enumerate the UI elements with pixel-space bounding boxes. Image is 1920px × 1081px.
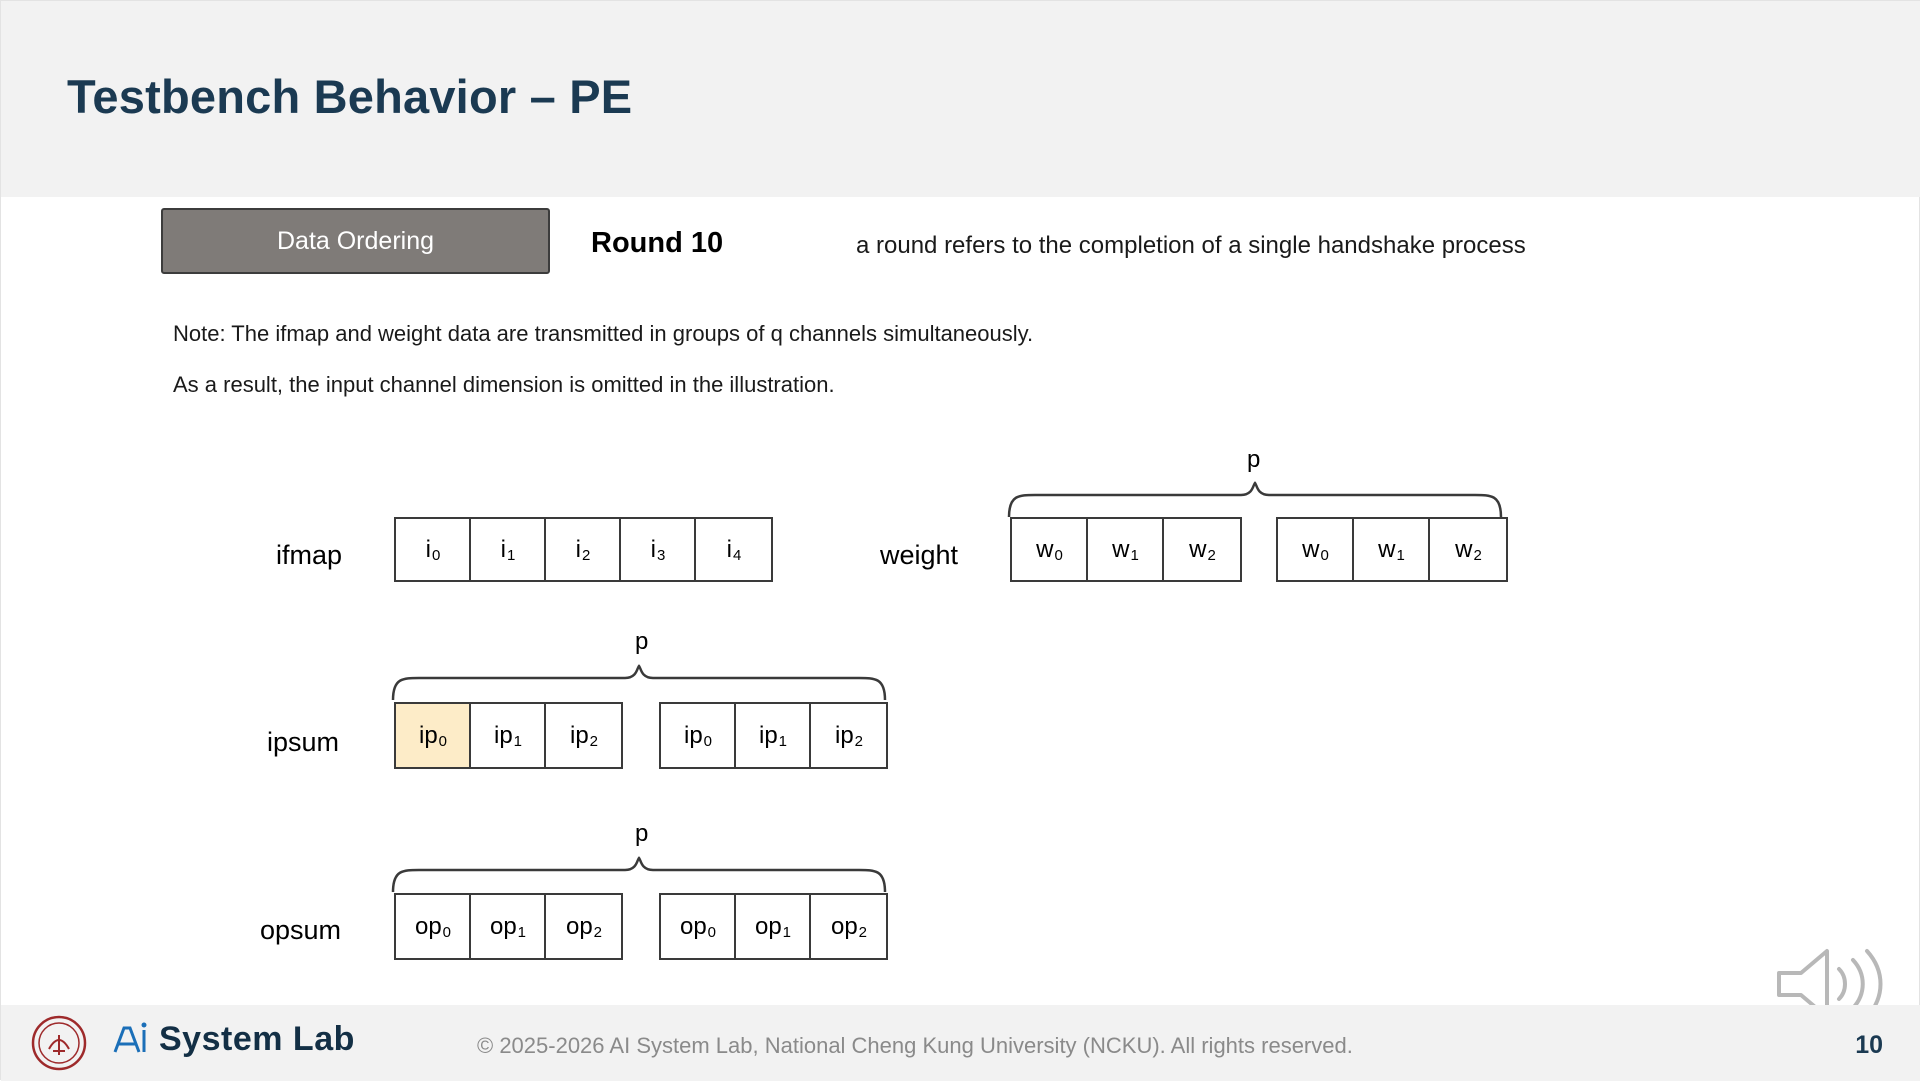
- cell-sub: 2: [854, 733, 864, 750]
- logo-system-text: [159, 1020, 355, 1059]
- ipsum-cell-row-group2: [659, 702, 888, 769]
- opsum-cell: [546, 895, 621, 958]
- ifmap-cell: [396, 519, 471, 580]
- opsum-cell: [471, 895, 546, 958]
- opsum-label: opsum: [260, 915, 342, 945]
- cell-base: ip: [683, 721, 703, 749]
- cell-base: w: [1455, 535, 1473, 563]
- ipsum-cell: [736, 704, 811, 767]
- data-ordering-tag[interactable]: [161, 208, 550, 274]
- weight-label: weight: [880, 540, 959, 570]
- cell-sub: 3: [657, 547, 666, 564]
- cell-base: w: [1189, 535, 1207, 563]
- cell-sub: 1: [778, 733, 788, 750]
- weight-cell: [1012, 519, 1088, 580]
- ipsum-cell: [546, 704, 621, 767]
- footer-copyright: © 2025-2026 AI System Lab, National Cheng Kung University (NCKU). All rights reserved.: [477, 1033, 1353, 1058]
- ncku-seal-icon: [31, 1015, 87, 1071]
- ipsum-cell: [661, 704, 736, 767]
- cell-base: ip: [834, 721, 854, 749]
- cell-sub: 1: [513, 733, 523, 750]
- cell-base: i: [726, 535, 732, 563]
- cell-base: op: [830, 912, 858, 940]
- cell-base: w: [1302, 535, 1320, 563]
- note-line-2: As a result, the input channel dimension is omitted in the illustration.: [173, 372, 835, 397]
- opsum-cell-row-group1: [394, 893, 623, 960]
- cell-sub: 2: [1207, 547, 1216, 564]
- cell-sub: 0: [703, 733, 713, 750]
- weight-cell: [1088, 519, 1164, 580]
- cell-sub: 2: [582, 547, 591, 564]
- cell-sub: 1: [517, 924, 527, 941]
- cell-base: ip: [418, 721, 438, 749]
- weight-cell: [1430, 519, 1506, 580]
- cell-sub: 1: [1396, 547, 1405, 564]
- cell-base: w: [1112, 535, 1130, 563]
- cell-sub: 1: [507, 547, 516, 564]
- cell-base: i: [500, 535, 506, 563]
- ipsum-cell: [811, 704, 886, 767]
- cell-sub: 4: [733, 547, 742, 564]
- data-ordering-tag-label: Data Ordering: [276, 226, 435, 255]
- cell-base: op: [489, 912, 517, 940]
- ifmap-cell: [621, 519, 696, 580]
- cell-base: op: [414, 912, 442, 940]
- cell-base: i: [650, 535, 656, 563]
- cell-base: op: [754, 912, 782, 940]
- cell-base: w: [1378, 535, 1396, 563]
- opsum-brace-label: p: [635, 820, 649, 847]
- weight-cell: [1278, 519, 1354, 580]
- ipsum-cell: [471, 704, 546, 767]
- ifmap-cell: [546, 519, 621, 580]
- cell-base: op: [565, 912, 593, 940]
- cell-base: i: [425, 535, 431, 563]
- cell-sub: 0: [442, 924, 452, 941]
- cell-sub: 2: [593, 924, 603, 941]
- ipsum-cell-row-group1: [394, 702, 623, 769]
- weight-cell: [1354, 519, 1430, 580]
- cell-sub: 1: [782, 924, 792, 941]
- ifmap-cell: [471, 519, 546, 580]
- cell-sub: 2: [1473, 547, 1482, 564]
- cell-sub: 2: [858, 924, 868, 941]
- cell-sub: 0: [1054, 547, 1063, 564]
- opsum-brace-icon: [389, 856, 889, 896]
- cell-base: ip: [569, 721, 589, 749]
- opsum-cell: [811, 895, 886, 958]
- ai-system-lab-logo: [109, 1020, 355, 1059]
- weight-brace-label: p: [1247, 446, 1261, 473]
- weight-cell-row-group1: [1010, 517, 1242, 582]
- cell-base: ip: [758, 721, 778, 749]
- round-label: Round 10: [591, 227, 724, 259]
- cell-base: w: [1036, 535, 1054, 563]
- ipsum-brace-icon: [389, 664, 889, 704]
- ifmap-label: ifmap: [276, 540, 343, 570]
- opsum-cell: [396, 895, 471, 958]
- logo-system-word: System: [159, 1020, 283, 1058]
- cell-base: ip: [493, 721, 513, 749]
- cell-sub: 2: [589, 733, 599, 750]
- opsum-cell-row-group2: [659, 893, 888, 960]
- cell-sub: 0: [438, 733, 448, 750]
- page-number: 10: [1855, 1031, 1883, 1059]
- cell-sub: 0: [1320, 547, 1329, 564]
- ifmap-cell-row: [394, 517, 773, 582]
- cell-base: i: [575, 535, 581, 563]
- weight-brace-icon: [1005, 481, 1505, 521]
- cell-sub: 1: [1130, 547, 1139, 564]
- ifmap-cell: [696, 519, 771, 580]
- ipsum-cell-highlighted: [396, 704, 471, 767]
- ipsum-brace-label: p: [635, 628, 649, 655]
- weight-cell: [1164, 519, 1240, 580]
- cell-sub: 0: [707, 924, 717, 941]
- cell-sub: 0: [432, 547, 441, 564]
- logo-lab-word: Lab: [292, 1020, 355, 1058]
- round-note: a round refers to the completion of a single handshake process: [856, 232, 1526, 259]
- opsum-cell: [661, 895, 736, 958]
- weight-cell-row-group2: [1276, 517, 1508, 582]
- opsum-cell: [736, 895, 811, 958]
- cell-base: op: [679, 912, 707, 940]
- ai-logo-icon: [109, 1022, 151, 1058]
- note-line-1: Note: The ifmap and weight data are transmitted in groups of q channels simultaneously.: [173, 321, 1034, 346]
- page-title: Testbench Behavior – PE: [67, 70, 633, 123]
- ipsum-label: ipsum: [267, 727, 340, 757]
